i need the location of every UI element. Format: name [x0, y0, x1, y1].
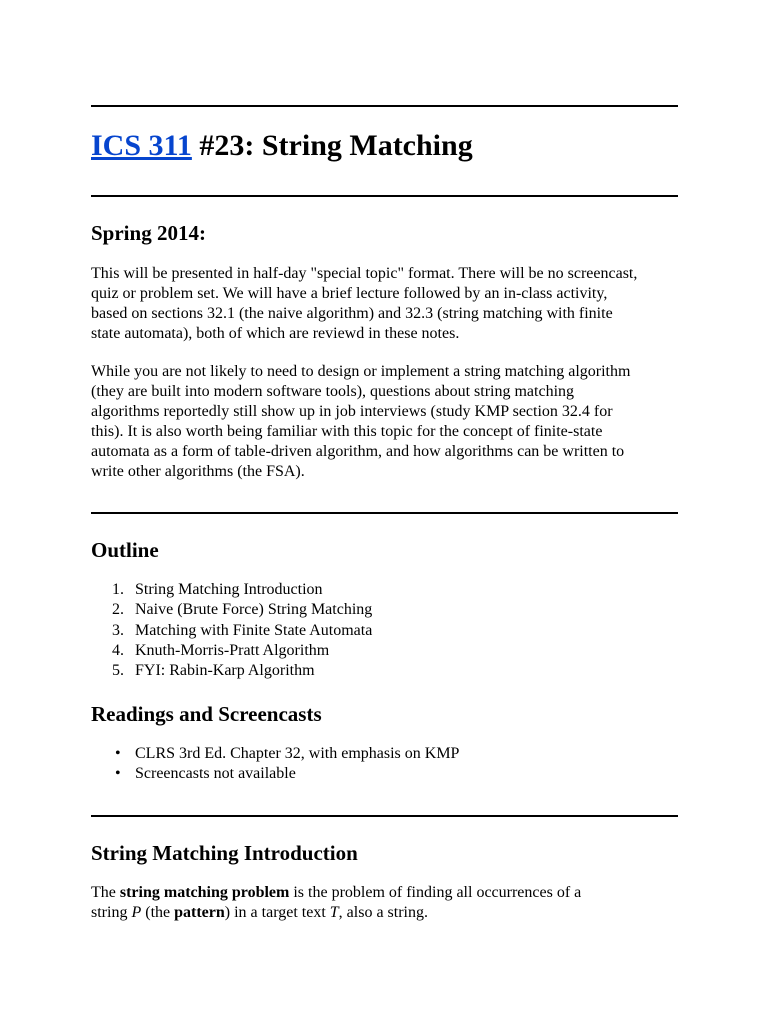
text-line: (they are built into modern software tools), questions about string matching: [91, 383, 575, 400]
intro-text: (the: [141, 904, 175, 921]
spring-heading: Spring 2014:: [91, 221, 206, 245]
horizontal-rule: [91, 105, 678, 107]
outline-item: [91, 600, 372, 620]
outline-item-label: Naive (Brute Force) String Matching: [135, 601, 373, 619]
text-line: quiz or problem set. We will have a brief lecture followed by an in-class activity,: [91, 285, 608, 302]
page-title-text: #23: String Matching: [191, 129, 473, 162]
symbol-p: P: [131, 904, 142, 921]
text-line: This will be presented in half-day "special topic" format. There will be no screencast,: [91, 265, 638, 282]
text-line: write other algorithms (the FSA).: [91, 463, 305, 480]
text-line: based on sections 32.1 (the naive algorithm) and 32.3 (string matching with finite: [91, 305, 613, 322]
text-line: While you are not likely to need to design or implement a string matching algorithm: [91, 363, 631, 380]
intro-text: , also a string.: [338, 904, 428, 921]
outline-list: [91, 580, 372, 681]
outline-item-label: String Matching Introduction: [135, 581, 323, 598]
readings-item-label: CLRS 3rd Ed. Chapter 32, with emphasis on KMP: [135, 745, 460, 762]
bullet-icon: •: [115, 745, 121, 762]
readings-heading: Readings and Screencasts: [91, 702, 322, 726]
intro-paragraph: [91, 883, 678, 923]
intro-text: is the problem of finding all occurrences of a: [289, 884, 582, 901]
outline-item: [91, 641, 372, 661]
outline-item: [91, 661, 372, 681]
outline-heading: Outline: [91, 538, 159, 562]
text-line: this). It is also worth being familiar with this topic for the concept of finite-state: [91, 423, 603, 440]
course-link[interactable]: ICS 311: [91, 129, 192, 162]
horizontal-rule: [91, 195, 678, 197]
spring-paragraph-2: [91, 362, 678, 482]
list-number: 4.: [112, 641, 124, 659]
readings-item: [91, 764, 459, 784]
intro-heading: String Matching Introduction: [91, 841, 358, 865]
spring-paragraph-1: [91, 264, 678, 344]
readings-list: [91, 744, 459, 784]
intro-text: ) in a target text: [224, 904, 330, 921]
text-line: [91, 883, 678, 903]
outline-item: [91, 621, 372, 641]
text-line: [91, 903, 678, 923]
list-number: 1.: [112, 581, 124, 598]
text-line: state automata), both of which are reviewd in these notes.: [91, 325, 460, 342]
text-line: algorithms reportedly still show up in job interviews (study KMP section 32.4 for: [91, 403, 613, 420]
outline-item-label: Knuth-Morris-Pratt Algorithm: [135, 641, 330, 659]
outline-item-label: Matching with Finite State Automata: [135, 621, 373, 639]
text-line: automata as a form of table-driven algorithm, and how algorithms can be written to: [91, 443, 625, 460]
horizontal-rule: [91, 512, 678, 514]
readings-item-label: Screencasts not available: [135, 765, 296, 782]
term-string-matching-problem: string matching problem: [119, 884, 290, 901]
term-pattern: pattern: [174, 904, 225, 921]
list-number: 3.: [112, 621, 124, 639]
list-number: 2.: [112, 601, 124, 619]
page-title: [91, 127, 473, 165]
symbol-t: T: [329, 904, 339, 921]
intro-text: string: [91, 904, 132, 921]
list-number: 5.: [112, 662, 124, 680]
outline-item: [91, 580, 372, 600]
outline-item-label: FYI: Rabin-Karp Algorithm: [135, 662, 315, 680]
bullet-icon: •: [115, 765, 121, 782]
horizontal-rule: [91, 815, 678, 817]
intro-text: The: [91, 884, 120, 901]
readings-item: [91, 744, 459, 764]
